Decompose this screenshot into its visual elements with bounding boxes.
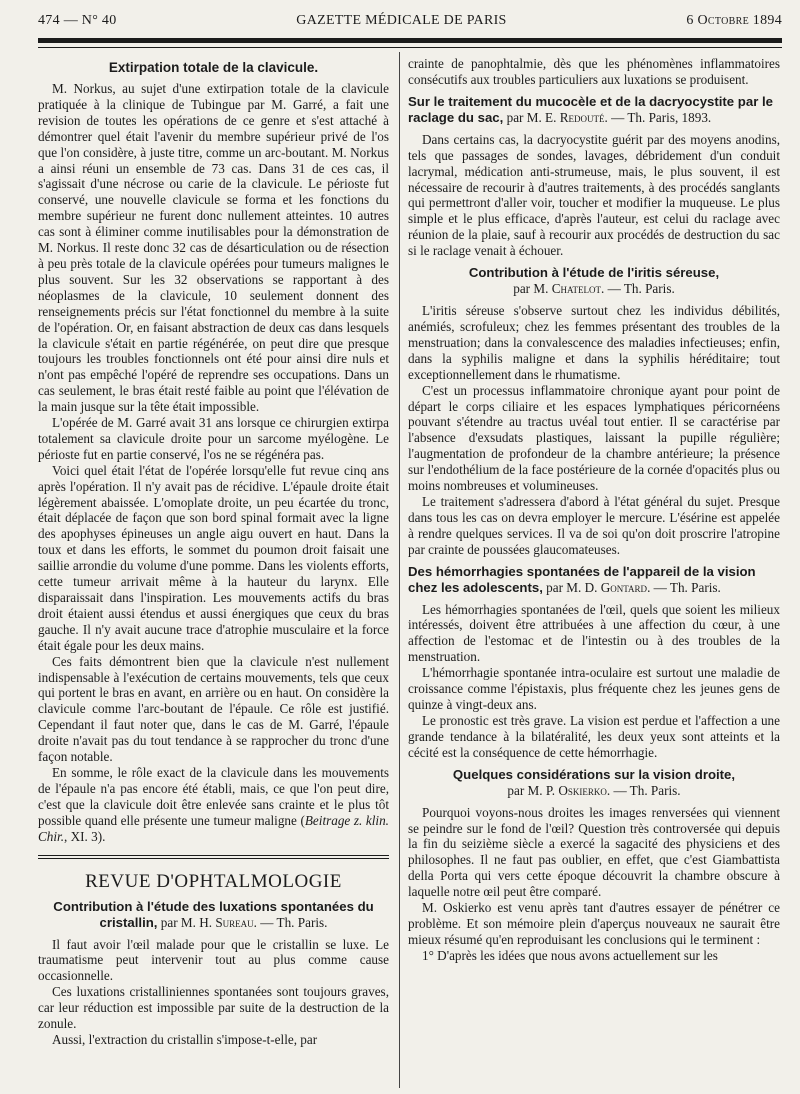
- review-title: Des hémorrhagies spontanées de l'appareil de la vision chez les adolescents,: [408, 563, 756, 595]
- review-title: Contribution à l'étude des luxations spontanées du cristallin,: [53, 898, 374, 930]
- review-heading: [38, 899, 389, 931]
- review-heading: [408, 94, 780, 126]
- paragraph: M. Norkus, au sujet d'une extirpation totale de la clavicule pratiquée à la clinique de Tubingue par M. Garré, a fait une revision de toutes les opérations de ce genre et s'est attaché à démontrer quel était l'avenir du membre supérieur privé de l'os que l'on considère, à juste titre, comme un arc-boutant. M. Norkus a ainsi réuni un ensemble de 73 cas. Dans 31 de ces cas, il s'agissait d'une nécrose ou carie de la clavicule. Le périoste fut conservé, une nouvelle clavicule se forma et les fonctions du membre supérieur ne furent donc nullement atteintes. 10 autres cas sont à éliminer comme inutilisables pour la démonstration de M. Norkus. Il reste donc 32 cas de désarticulation ou de résection à peu près totale de la clavicule opérées pour tumeurs malignes le plus souvent. Sur les 32 observations se rapportant à des néoplasmes de la clavicule, 10 seulement donnent des renseignements précis sur l'état fonctionnel du membre à la suite de l'opération. Or, en faisant abstraction de deux cas dans lesquels la clavicule s'était en partie régénérée, on peut dire que presque toujours les troubles fonctionnels ont été pour ainsi dire nuls et n'ont pas empêché l'opéré de reprendre ses occupations. Dans un cas seulement, le bras était resté faible au point que l'élévation de la main jusque sur la tête était impossible.: [38, 81, 389, 415]
- journal-reference: Beitrage z. klin. Chir.: [38, 812, 389, 844]
- byline-line: [408, 783, 780, 799]
- page-header: [38, 13, 782, 37]
- left-column: [38, 56, 389, 1086]
- thesis-info: . — Th. Paris.: [253, 914, 328, 930]
- paragraph: Voici quel était l'état de l'opérée lorsqu'elle fut revue cinq ans après l'opération. Il n'y avait pas de récidive. L'épaule droite était légèrement abaissée. L'omoplate droite, un peu écartée du tronc, était déplacée de façon que son bord spinal formait avec la ligne des apophyses épineuses un angle aigu ouvert en haut. Dans la toux et dans les efforts, le sommet du poumon droit faisait une saillie arrondie du volume d'une pomme. Dans les violents efforts, cette tumeur arrivait même à la hauteur du larynx. Elle disparaissait dans l'inspiration. Les mouvements actifs du bras droit étaient aussi étendus et aussi énergiques que ceux du bras gauche. Il n'y avait aucune trace d'atrophie musculaire et la force était égale pour les deux mains.: [38, 462, 389, 653]
- byline: par M. D.: [542, 579, 601, 595]
- paragraph: Il faut avoir l'œil malade pour que le cristallin se luxe. Le traumatisme peut intervenir tout au plus comme cause occasionnelle.: [38, 936, 389, 984]
- paragraph: L'hémorrhagie spontanée intra-oculaire est surtout une maladie de croissance comme l'épistaxis, plus fréquente chez les jeunes gens de quinze à vingt-deux ans.: [408, 665, 780, 712]
- paragraph: Aussi, l'extraction du cristallin s'impose-t-elle, par: [52, 1031, 318, 1047]
- author: Gontard: [600, 579, 648, 595]
- paragraph: Le pronostic est très grave. La vision est perdue et l'affection a une grande tendance à la bilatéralité, les deux yeux sont atteints et la cécité est la conséquence de cette hémorrhagie.: [408, 712, 780, 760]
- paragraph: Dans certains cas, la dacryocystite guérit par des moyens anodins, tels que passages de sondes, lavages, débridement d'un conduit lacrymal, médication anti-strumeuse, mais, le plus souvent, il est nécessaire de recourir à d'autres traitements, à des procédés sanglants qui permettront d'aller voir, toucher et modifier la muqueuse. Le plus simple et le plus efficace, d'après l'auteur, est celui du raclage avec réunion de la plaie, sauf à recourir aux procédés de destruction du sac si le raclage venait à échouer.: [408, 131, 780, 259]
- paragraph: Ces faits démontrent bien que la clavicule n'est nullement indispensable à l'exécution de certains mouvements, tels que ceux qui portent le bras en avant, en arrière ou en haut. On considère la clavicule comme l'arc-boutant de l'épaule. Ce rôle est justifié. Cependant il faut noter que, dans le cas de M. Garré, l'épaule droite n'avait pas du tout tendance à se rapprocher du tronc d'une façon notable.: [38, 653, 389, 765]
- thesis-info: . — Th. Paris.: [606, 782, 681, 798]
- section-rule: [38, 858, 389, 859]
- section-rule: [38, 855, 389, 856]
- paragraph: [38, 765, 389, 845]
- column-divider: [399, 52, 400, 1088]
- review-title: Sur le traitement du mucocèle et de la dacryocystite par le raclage du sac,: [408, 93, 773, 125]
- paragraph: L'opérée de M. Garré avait 31 ans lorsque ce chirurgien extirpa totalement sa clavicule droite pour un sarcome myélogène. Le périoste fut en partie conservé, l'os ne se régénéra pas.: [38, 415, 389, 462]
- header-rule-thin: [38, 47, 782, 48]
- byline: par M.: [157, 914, 200, 930]
- journal-title: GAZETTE MÉDICALE DE PARIS: [296, 13, 507, 28]
- review-title: Quelques considérations sur la vision droite,: [452, 766, 736, 782]
- thesis-info: . — Th. Paris.: [601, 281, 675, 297]
- paragraph: L'iritis séreuse s'observe surtout chez les individus débilités, anémiés, scrofuleux; chez les femmes présentant des troubles de la menstruation; dans la convalescence des maladies infectieuses; enfin, dans la syphilis maligne et dans la syphilis héréditaire; tout exceptionnellement dans le rhumatisme.: [408, 303, 780, 382]
- review-heading: [408, 564, 780, 596]
- review-title: Contribution à l'étude de l'iritis séreuse,: [468, 265, 720, 281]
- paragraph: Le traitement s'adressera d'abord à l'état général du sujet. Presque dans tous les cas on devra employer le mercure. L'ésérine est appelée à rendre quelques services. Il va de soi qu'on doit proscrire l'atropine par crainte de poussées glaucomateuses.: [408, 493, 780, 557]
- section-title: REVUE D'OPHTALMOLOGIE: [85, 870, 342, 892]
- author: Redouté: [559, 109, 605, 125]
- paragraph: C'est un processus inflammatoire chronique ayant pour point de départ le corps ciliaire et les espaces lymphatiques péricornéens pouvant s'étendre au tractus uvéal tout entier. Il se caractérise par l'absence d'exsudats plastiques, laissant la pupille régulière; l'augmentation de profondeur de la chambre antérieure; la présence sur l'endothélium de la face postérieure de la cornée d'opacités plus ou moins nombreuses et volumineuses.: [408, 382, 780, 494]
- text: En somme, le rôle exact de la clavicule dans les mouvements de l'épaule n'a pas encore été établi, mais, ce que l'on peut dire, c'est que la clavicule doit être enlevée sans crainte et le plus tôt possible quand elle présente une tumeur maligne (: [38, 764, 389, 828]
- header-rule-thick: [38, 38, 782, 43]
- author: Chatelot: [551, 281, 601, 297]
- text: , XI. 3).: [64, 828, 106, 844]
- issue-date: 6 Octobre 1894: [686, 13, 782, 28]
- thesis-info: . — Th. Paris, 1893.: [604, 109, 712, 125]
- page-number: 474 — N° 40: [38, 13, 117, 28]
- paragraph: Pourquoi voyons-nous droites les images renversées qui viennent se peindre sur le fond de l'œil? Question très controversée qui depuis la fin du seizième siècle a exercé la sagacité des physiciens et des philosophes. Il ne faut pas oublier, en effet, que c'est Giambattista della Porta qui vers cette époque découvrit la chambre obscure à laquelle notre œil peut être comparé.: [408, 804, 780, 900]
- author: H. Sureau: [199, 914, 254, 930]
- byline: par M.: [513, 281, 552, 297]
- byline: par M. P.: [507, 782, 559, 798]
- paragraph: Les hémorrhagies spontanées de l'œil, quels que soient les milieux intéressés, doivent être attribuées à une affection du cœur, à une affection de l'estomac et de l'intestin ou à des troubles de la menstruation.: [408, 601, 780, 665]
- paragraph: M. Oskierko est venu après tant d'autres essayer de pénétrer ce problème. Et son mémoire plein d'aperçus nouveaux ne saurait être mieux résumé qu'en reproduisant les conclusions qui le terminent :: [408, 900, 780, 947]
- article-title: Extirpation totale de la clavicule.: [108, 60, 319, 75]
- thesis-info: . — Th. Paris.: [647, 579, 721, 595]
- review-heading: [408, 265, 780, 297]
- right-column: [408, 56, 780, 1090]
- paragraph: 1° D'après les idées que nous avons actuellement sur les: [422, 947, 718, 963]
- paragraph: Ces luxations cristalliniennes spontanées sont toujours graves, car leur réduction est impossible par suite de la destruction de la zonule.: [38, 984, 389, 1032]
- byline-line: [408, 281, 780, 297]
- review-heading: [408, 767, 780, 799]
- paragraph: crainte de panophtalmie, dès que les phénomènes inflammatoires consécutifs aux troubles particuliers aux luxations se produisent.: [408, 56, 780, 87]
- byline: par M. E.: [503, 109, 560, 125]
- author: Oskierko: [558, 782, 607, 798]
